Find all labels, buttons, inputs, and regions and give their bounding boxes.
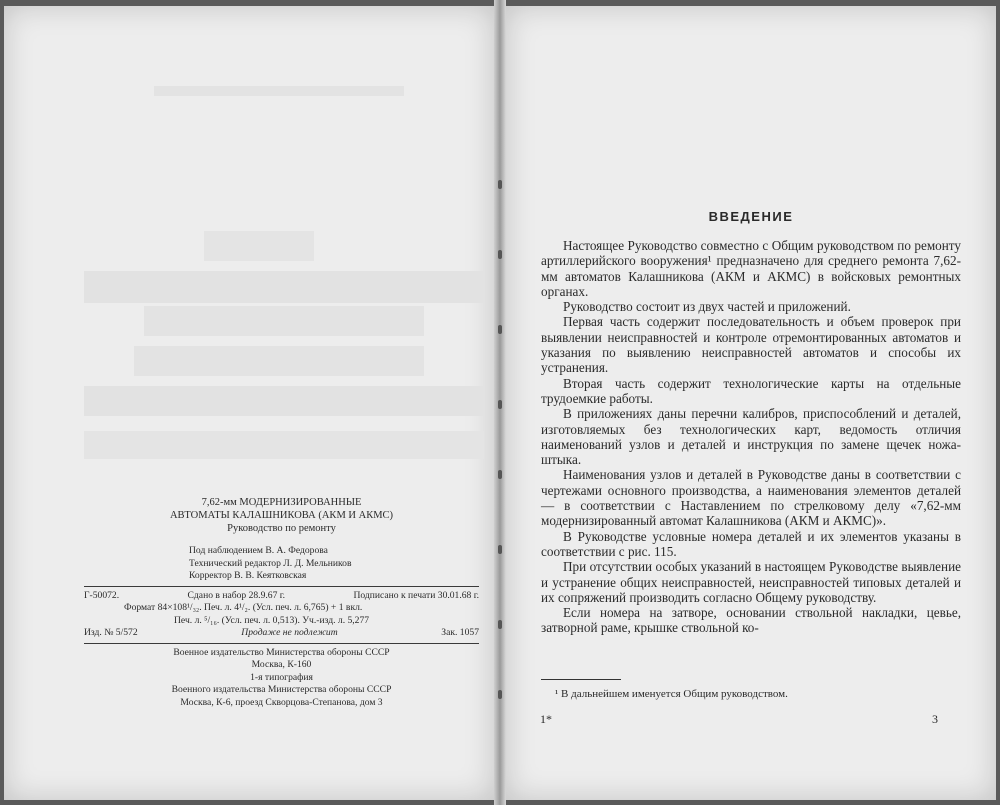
colophon-rule (84, 586, 479, 587)
spine-stitch (498, 470, 502, 479)
colophon-typeset-date: Сдано в набор 28.9.67 г. (187, 589, 286, 601)
colophon-title-line1: 7,62-мм МОДЕРНИЗИРОВАННЫЕ (201, 497, 362, 508)
colophon-supervision: Под наблюдением В. А. Федорова (189, 545, 328, 556)
bleed-through-shadow (144, 306, 424, 336)
spine-stitch (498, 325, 502, 334)
colophon-proofreader: Корректор В. В. Кеятковская (189, 570, 307, 581)
right-page (506, 6, 996, 800)
colophon-format: Формат 84×108¹/₃₂. Печ. л. 4¹/₂. (Усл. печ. л. 6,765) + 1 вкл. (124, 602, 363, 613)
colophon-edition-no: Изд. № 5/572 (84, 627, 138, 638)
colophon-publisher-line1: Военное издательство Министерства обороны СССР (173, 646, 390, 658)
colophon-publisher-line2: Москва, К-160 (251, 659, 312, 670)
colophon-printer-line2: Военного издательства Министерства обороны СССР (171, 684, 392, 695)
bleed-through-shadow (204, 231, 314, 261)
colophon-order-no: Зак. 1057 (441, 627, 479, 638)
spine-stitch (498, 690, 502, 699)
bleed-through-shadow (134, 346, 424, 376)
bleed-through-shadow (154, 86, 404, 96)
colophon-tech-editor: Технический редактор Л. Д. Мельников (189, 557, 352, 569)
colophon-rule (84, 643, 479, 644)
colophon-title-line2: АВТОМАТЫ КАЛАШНИКОВА (АКМ И АКМС) (169, 510, 394, 521)
paragraph: Если номера на затворе, основании ствольной накладки, цевье, затворной раме, крышке ствольной ко- (541, 605, 961, 636)
bleed-through-shadow (84, 386, 484, 416)
left-page (4, 6, 494, 800)
colophon-title-line3: Руководство по ремонту (227, 523, 336, 534)
signature-mark: 1* (540, 712, 552, 726)
paragraph: В Руководстве условные номера деталей и их элементов указаны в соответствии с рис. 115. (541, 528, 961, 559)
spine-stitch (498, 250, 502, 259)
bleed-through-shadow (84, 431, 484, 459)
paragraph: При отсутствии особых указаний в настоящем Руководстве выявление и устранение общих неисправностей, неисправностей типовых деталей и их сопряжений производить согласно Общему руководству. (541, 559, 961, 605)
colophon (84, 496, 479, 709)
page-heading: ВВЕДЕНИЕ (708, 209, 794, 224)
paragraph: Вторая часть содержит технологические карты на отдельные трудоемкие работы. (541, 375, 961, 406)
paragraph: Руководство состоит из двух частей и приложений. (563, 299, 851, 315)
colophon-dates-row (84, 590, 479, 603)
footnote-rule (541, 679, 621, 680)
colophon-code: Г-50072. (84, 589, 120, 601)
colophon-not-for-sale: Продаже не подлежит (241, 627, 338, 638)
paragraph: Первая часть содержит последовательность и объем проверок при выявлении неисправностей и контроле отремонтированных автоматов и указания по выявлению неисправностей автоматов и способы их устранения. (541, 314, 961, 376)
spine-stitch (498, 180, 502, 189)
paragraph: Наименования узлов и деталей в Руководстве даны в соответствии с чертежами основного производства, а наименования элементов деталей — в соответствии с Наставлением по стрелковому делу «7,62-мм модернизированный автомат Калашникова (АКМ и АКМС)». (541, 467, 961, 529)
footnote: ¹ В дальнейшем именуется Общим руководством. (555, 688, 788, 700)
colophon-printer-line1: 1-я типография (250, 671, 313, 683)
colophon-print-date: Подписано к печати 30.01.68 г. (353, 589, 479, 601)
colophon-edition-row (84, 627, 479, 640)
colophon-printer-line3: Москва, К-6, проезд Скворцова-Степанова, дом 3 (180, 696, 383, 708)
bleed-through-shadow (84, 271, 484, 303)
paragraph: В приложениях даны перечни калибров, приспособлений и деталей, изготовляемых без технологических карт, ведомость отличия наименований узлов и деталей и инструкция по замене щечек ножа-штыка. (541, 406, 961, 468)
page-number: 3 (932, 712, 938, 726)
spine-stitch (498, 400, 502, 409)
body-text (541, 238, 961, 636)
paragraph: Настоящее Руководство совместно с Общим руководством по ремонту артиллерийского вооружения¹ предназначено для среднего ремонта 7,62-мм автоматов Калашникова (АКМ и АКМС) в войсковых ремонтных органах. (541, 238, 961, 299)
colophon-sheets: Печ. л. ⁵/₁₆. (Усл. печ. л. 0,513). Уч.-изд. л. 5,277 (174, 614, 370, 626)
spine-stitch (498, 545, 502, 554)
spine-stitch (498, 620, 502, 629)
